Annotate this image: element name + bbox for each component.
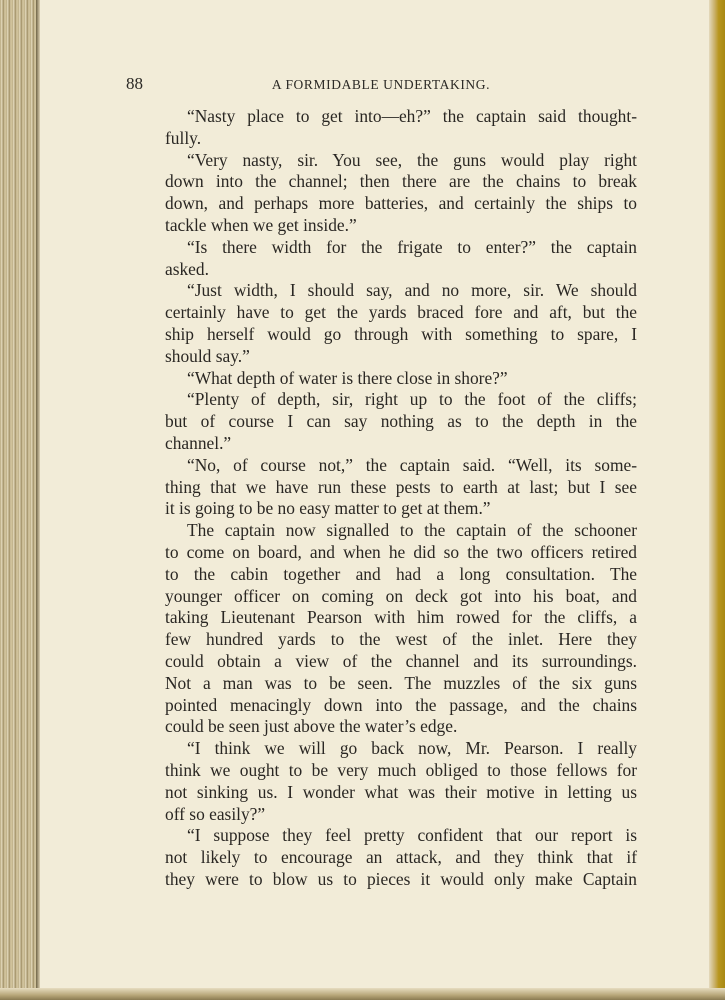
page-stack-bottom-edge	[0, 988, 725, 1000]
page-header	[126, 74, 636, 96]
text-line: pointed menacingly down into the passage, and the chains	[165, 694, 637, 715]
text-line: certainly have to get the yards braced fore and aft, but the	[165, 302, 637, 323]
text-line: to come on board, and when he did so the two officers retired	[165, 541, 637, 562]
text-line: “What depth of water is there close in shore?”	[187, 367, 508, 388]
text-line: could obtain a view of the channel and its surroundings.	[165, 650, 637, 671]
text-line: not sinking us. I wonder what was their motive in letting us	[165, 781, 637, 802]
page-stack-left-edge	[0, 0, 40, 1000]
page-stack-right-edge	[709, 0, 725, 1000]
text-line: should say.”	[165, 345, 250, 366]
body-text	[165, 106, 637, 891]
text-line: it is going to be no easy matter to get at them.”	[165, 498, 491, 519]
running-head: A FORMIDABLE UNDERTAKING.	[271, 77, 491, 92]
text-line: fully.	[165, 127, 202, 148]
text-line: off so easily?”	[165, 803, 266, 824]
text-line: “Very nasty, sir. You see, the guns would play right	[187, 149, 637, 170]
text-line: taking Lieutenant Pearson with him rowed for the cliffs, a	[165, 607, 637, 628]
text-line: “Just width, I should say, and no more, sir. We should	[187, 280, 637, 301]
text-line: ship herself would go through with something to spare, I	[165, 323, 637, 344]
page-number: 88	[126, 74, 143, 93]
text-line: “Is there width for the frigate to enter?” the captain	[187, 236, 637, 257]
text-line: to the cabin together and had a long consultation. The	[165, 563, 637, 584]
text-line: “No, of course not,” the captain said. “Well, its some-	[187, 454, 637, 475]
text-line: Not a man was to be seen. The muzzles of the six guns	[165, 672, 637, 693]
text-line: “I suppose they feel pretty confident that our report is	[187, 825, 637, 846]
text-line: down, and perhaps more batteries, and certainly the ships to	[165, 193, 637, 214]
text-line: “I think we will go back now, Mr. Pearson. I really	[187, 738, 637, 759]
text-line: but of course I can say nothing as to the depth in the	[165, 411, 637, 432]
text-line: younger officer on coming on deck got into his boat, and	[165, 585, 637, 606]
text-line: not likely to encourage an attack, and they think that if	[165, 847, 637, 868]
text-line: thing that we have run these pests to earth at last; but I see	[165, 476, 637, 497]
text-line: think we ought to be very much obliged to those fellows for	[165, 759, 637, 780]
text-line: they were to blow us to pieces it would only make Captain	[165, 868, 637, 889]
text-line: channel.”	[165, 432, 232, 453]
text-line: “Nasty place to get into—eh?” the captain said thought-	[187, 106, 637, 126]
text-line: “Plenty of depth, sir, right up to the foot of the cliffs;	[187, 389, 637, 410]
text-line: down into the channel; then there are the chains to break	[165, 171, 637, 192]
text-line: few hundred yards to the west of the inlet. Here they	[165, 629, 637, 650]
text-line: The captain now signalled to the captain of the schooner	[187, 520, 637, 541]
text-line: could be seen just above the water’s edge.	[165, 716, 458, 737]
text-line: asked.	[165, 258, 209, 279]
text-line: tackle when we get inside.”	[165, 214, 357, 235]
